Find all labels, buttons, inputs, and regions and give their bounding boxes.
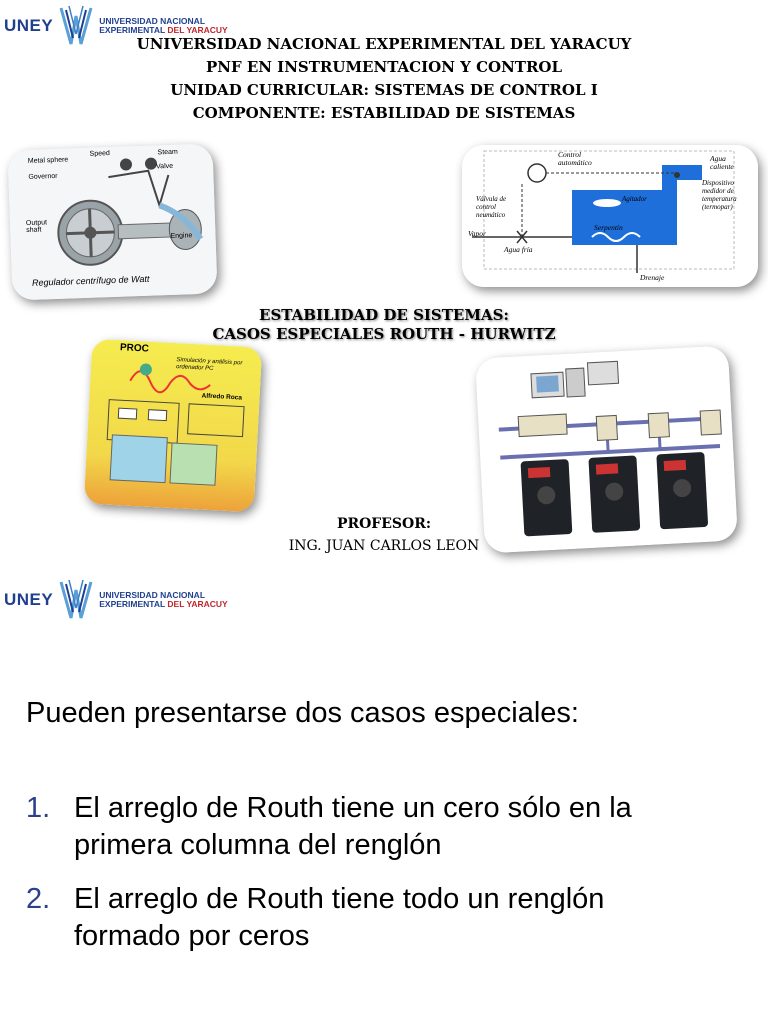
main-title-line-1: ESTABILIDAD DE SISTEMAS:: [259, 306, 509, 324]
logo-abbr: UNEY: [4, 16, 54, 35]
list-item-line2: primera columna del renglón: [74, 829, 442, 861]
list-number: 2.: [26, 883, 51, 915]
book-cover-image: [84, 339, 262, 513]
watt-governor-image: [7, 143, 217, 300]
main-title-line-2: CASOS ESPECIALES ROUTH - HURWITZ: [212, 325, 556, 343]
process-label-thermocouple: Dispositivo medidor de temperatura (termopar): [702, 179, 737, 211]
process-label-hot-water: Agua caliente: [710, 154, 734, 171]
process-label-control: Control automático: [558, 150, 592, 167]
header-line-4: COMPONENTE: ESTABILIDAD DE SISTEMAS: [192, 104, 576, 122]
list-item-line2: formado por ceros: [74, 920, 310, 952]
logo-emblem-icon: [57, 578, 95, 622]
logo-line2b-slide: DEL YARACUY: [167, 599, 228, 609]
logo-line2a-slide: EXPERIMENTAL: [99, 599, 166, 609]
process-diagram-image: [462, 145, 758, 287]
list-item: [26, 790, 632, 864]
process-label-steam: Vapor: [468, 229, 486, 238]
logo-line1: UNIVERSIDAD NACIONAL: [99, 16, 206, 26]
watt-label-engine: Engine: [170, 232, 193, 240]
list-item-line1: El arreglo de Routh tiene todo un renglón: [74, 883, 605, 915]
list-item-line1: El arreglo de Routh tiene un cero sólo en la: [74, 792, 632, 824]
list-number: 1.: [26, 792, 51, 824]
watt-label-metal-sphere: Metal sphere: [27, 156, 69, 165]
process-label-drain: Drenaje: [640, 273, 665, 282]
logo-abbr-slide: UNEY: [4, 590, 54, 609]
header-line-3: UNIDAD CURRICULAR: SISTEMAS DE CONTROL I: [170, 81, 598, 99]
book-label-subtitle: Simulación y análisis por ordenador PC: [175, 357, 243, 373]
watt-label-governor: Governor: [28, 172, 58, 181]
logo-line2a: EXPERIMENTAL: [99, 25, 166, 35]
process-label-coil: Serpentín: [594, 223, 623, 232]
watt-label-steam: Steam: [157, 148, 178, 157]
book-label-proc: PROC: [119, 342, 150, 355]
process-label-cold-water: Agua fría: [504, 245, 533, 254]
process-label-valve: Válvula de control neumático: [476, 195, 507, 219]
logo-line1-slide: UNIVERSIDAD NACIONAL: [99, 590, 206, 600]
professor-name: ING. JUAN CARLOS LEON: [288, 538, 480, 554]
watt-caption: Regulador centrífugo de Watt: [31, 273, 150, 288]
logo-line2b: DEL YARACUY: [167, 25, 228, 35]
watt-label-speed: Speed: [89, 150, 110, 158]
header-line-1: UNIVERSIDAD NACIONAL EXPERIMENTAL DEL YARACUY: [136, 35, 632, 53]
professor-label: PROFESOR:: [336, 516, 432, 532]
book-label-author: Alfredo Roca: [201, 392, 243, 402]
process-label-agitator: Agitador: [622, 195, 647, 203]
watt-label-output-shaft: Output shaft: [25, 219, 48, 235]
header-line-2: PNF EN INSTRUMENTACION Y CONTROL: [205, 58, 563, 76]
university-logo-slide: [4, 578, 228, 622]
slide-intro: Pueden presentarse dos casos especiales:: [26, 697, 579, 729]
list-item: [26, 881, 604, 955]
watt-label-valve: Valve: [155, 162, 174, 171]
